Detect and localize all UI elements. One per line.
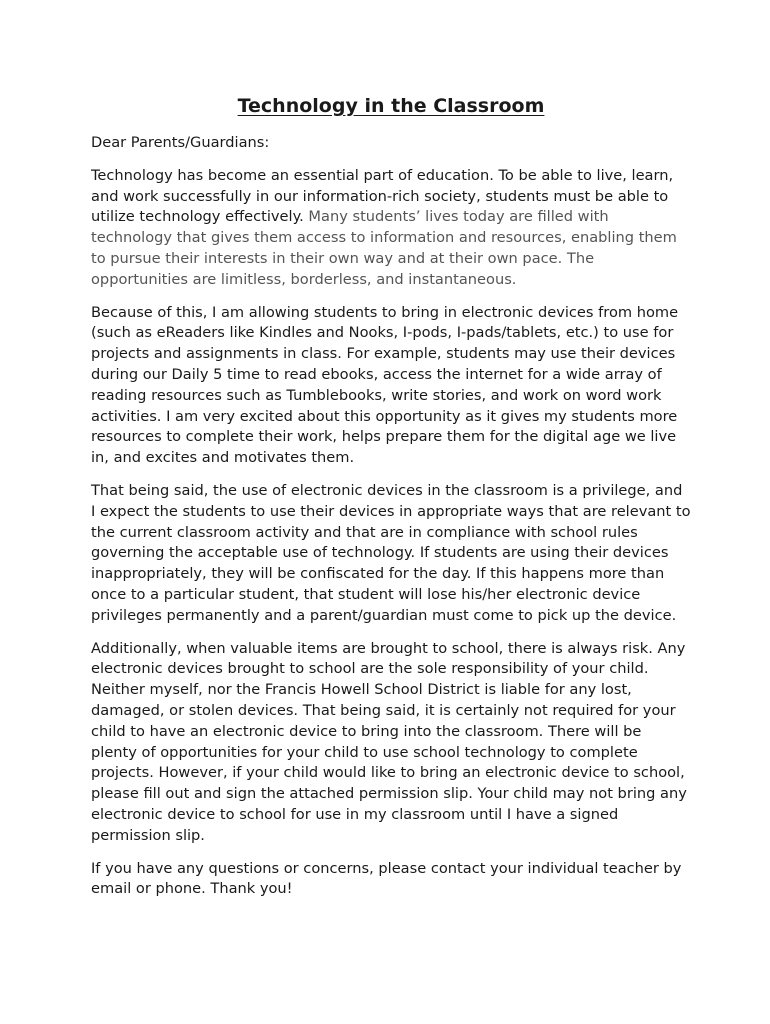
document-title: Technology in the Classroom: [237, 95, 545, 117]
paragraph-device-allowance: Because of this, I am allowing students to bring in electronic devices from home (such as eReaders like Kindles and Nooks, I-pods, I-pads/tablets, etc.) to use for projects and assignments in class. For example, students may use their devices during our Daily 5 time to read ebooks, access the internet for a wide array of reading resources such as Tumblebooks, write stories, and work on word work activities. I am very excited about this opportunity as it gives my students more resources to complete their work, helps prepare them for the digital age we live in, and excites and motivates them.: [91, 303, 679, 467]
letter-page: [91, 93, 691, 912]
paragraph-contact: If you have any questions or concerns, please contact your individual teacher by email or phone. Thank you!: [91, 859, 682, 898]
paragraph-privilege-rules: That being said, the use of electronic devices in the classroom is a privilege, and I expect the students to use their devices in appropriate ways that are relevant to the current classroom activity and that are in compliance with school rules governing the acceptable use of technology. If students are using their devices inappropriately, they will be confiscated for the day. If this happens more than once to a particular student, that student will lose his/her electronic device privileges permanently and a parent/guardian must come to pick up the device.: [91, 481, 691, 624]
paragraph-responsibility: Additionally, when valuable items are brought to school, there is always risk. Any electronic devices brought to school are the sole responsibility of your child. Neither myself, nor the Francis Howell School District is liable for any lost, damaged, or stolen devices. That being said, it is certainly not required for your child to have an electronic device to bring into the classroom. There will be plenty of opportunities for your child to use school technology to complete projects. However, if your child would like to bring an electronic device to school, please fill out and sign the attached permission slip. Your child may not bring any electronic device to school for use in my classroom until I have a signed permission slip.: [91, 639, 687, 844]
paragraph-1-main-text: Technology has become an essential part of education. To be able to live, learn, and work successfully in our information-rich society, students must be able to utilize technology effectively.: [91, 166, 674, 226]
salutation: Dear Parents/Guardians:: [91, 134, 270, 151]
paragraph-technology-intro: [91, 166, 691, 291]
paragraph-1-quoted-text: Many students’ lives today are filled with technology that gives them access to information and resources, enabling them to pursue their interests in their own way and at their own pace. The opportunities are limitless, borderless, and instantaneous.: [91, 208, 677, 288]
